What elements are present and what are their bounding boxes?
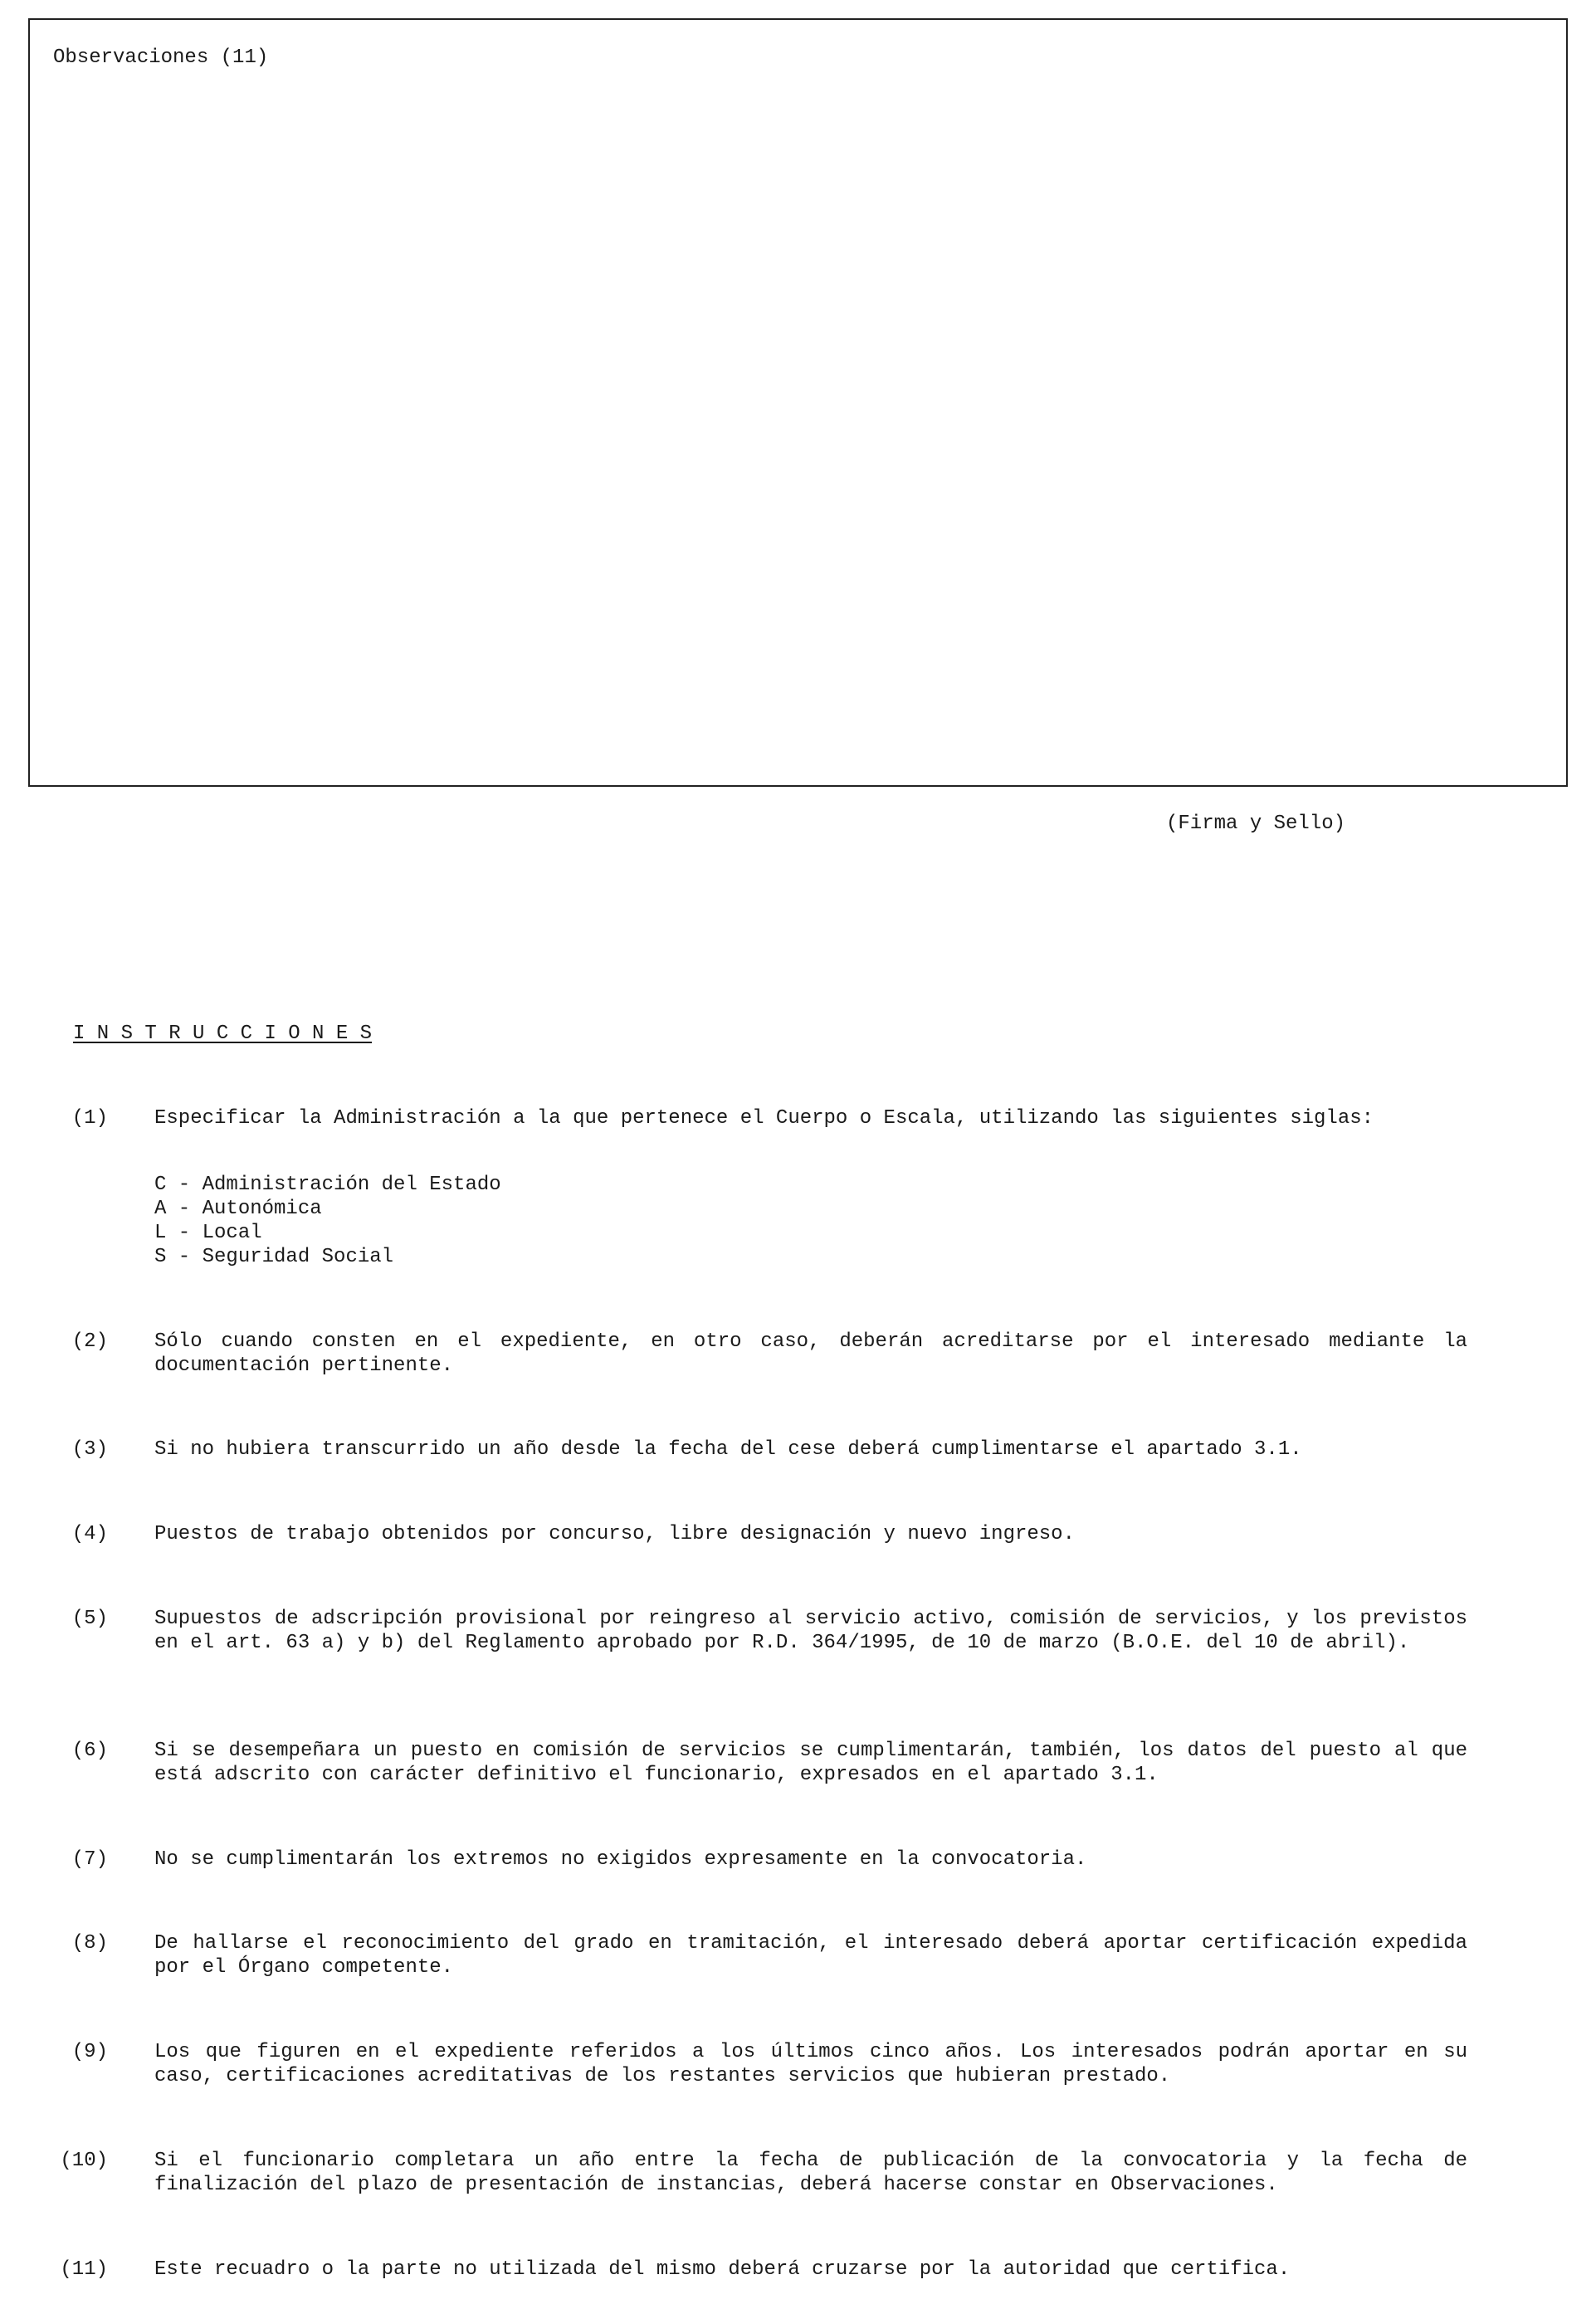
instrucciones-title: I N S T R U C C I O N E S <box>73 1023 373 1045</box>
note-number: (6) <box>71 1740 108 1762</box>
note-text: No se cumplimentarán los extremos no exigidos expresamente en la convocatoria. <box>154 1848 1087 1871</box>
sigla-item: S - Seguridad Social <box>154 1246 394 1268</box>
note-number: (8) <box>71 1932 108 1955</box>
note-text: Este recuadro o la parte no utilizada del mismo deberá cruzarse por la autoridad que certifica. <box>154 2258 1291 2281</box>
note-text: Si el funcionario completara un año entre la fecha de publicación de la convocatoria y la fecha de finalización del plazo de presentación de instancias, deberá hacerse constar en Observaciones. <box>154 2150 1467 2196</box>
note-number: (3) <box>71 1438 108 1461</box>
firma-y-sello-label: (Firma y Sello) <box>1166 813 1346 835</box>
note-text: Los que figuren en el expediente referidos a los últimos cinco años. Los interesados podrán aportar en su caso, certificaciones acreditativas de los restantes servicios que hubieran prestado. <box>154 2041 1467 2087</box>
observaciones-box <box>28 18 1568 787</box>
siglas-list <box>154 1173 501 1269</box>
sigla-item: L - Local <box>154 1222 262 1244</box>
note-text: Si no hubiera transcurrido un año desde la fecha del cese deberá cumplimentarse el apartado 3.1. <box>154 1438 1302 1461</box>
note-number: (2) <box>71 1330 108 1353</box>
note-text: Supuestos de adscripción provisional por reingreso al servicio activo, comisión de servicios, y los previstos en el art. 63 a) y b) del Reglamento aprobado por R.D. 364/1995, de 10 de marzo (B.O.E. del 10 de abril). <box>154 1608 1467 1654</box>
note-number: (5) <box>71 1608 108 1630</box>
note-text: Si se desempeñara un puesto en comisión de servicios se cumplimentarán, también, los datos del puesto al que está adscrito con carácter definitivo el funcionario, expresados en el apartado 3.1. <box>154 1740 1467 1786</box>
observaciones-label: Observaciones (11) <box>53 46 269 69</box>
note-number: (10) <box>60 2150 108 2172</box>
note-number: (1) <box>71 1107 108 1130</box>
note-text: Sólo cuando consten en el expediente, en otro caso, deberán acreditarse por el interesado mediante la documentación pertinente. <box>154 1330 1467 1377</box>
sigla-item: A - Autonómica <box>154 1198 322 1220</box>
sigla-item: C - Administración del Estado <box>154 1174 501 1196</box>
note-text: Puestos de trabajo obtenidos por concurso, libre designación y nuevo ingreso. <box>154 1523 1075 1545</box>
note-number: (9) <box>71 2041 108 2063</box>
note-number: (11) <box>60 2258 108 2281</box>
note-number: (7) <box>71 1848 108 1871</box>
note-number: (4) <box>71 1523 108 1545</box>
note-text: Especificar la Administración a la que pertenece el Cuerpo o Escala, utilizando las siguientes siglas: <box>154 1107 1374 1130</box>
note-text: De hallarse el reconocimiento del grado en tramitación, el interesado deberá aportar certificación expedida por el Órgano competente. <box>154 1932 1467 1979</box>
